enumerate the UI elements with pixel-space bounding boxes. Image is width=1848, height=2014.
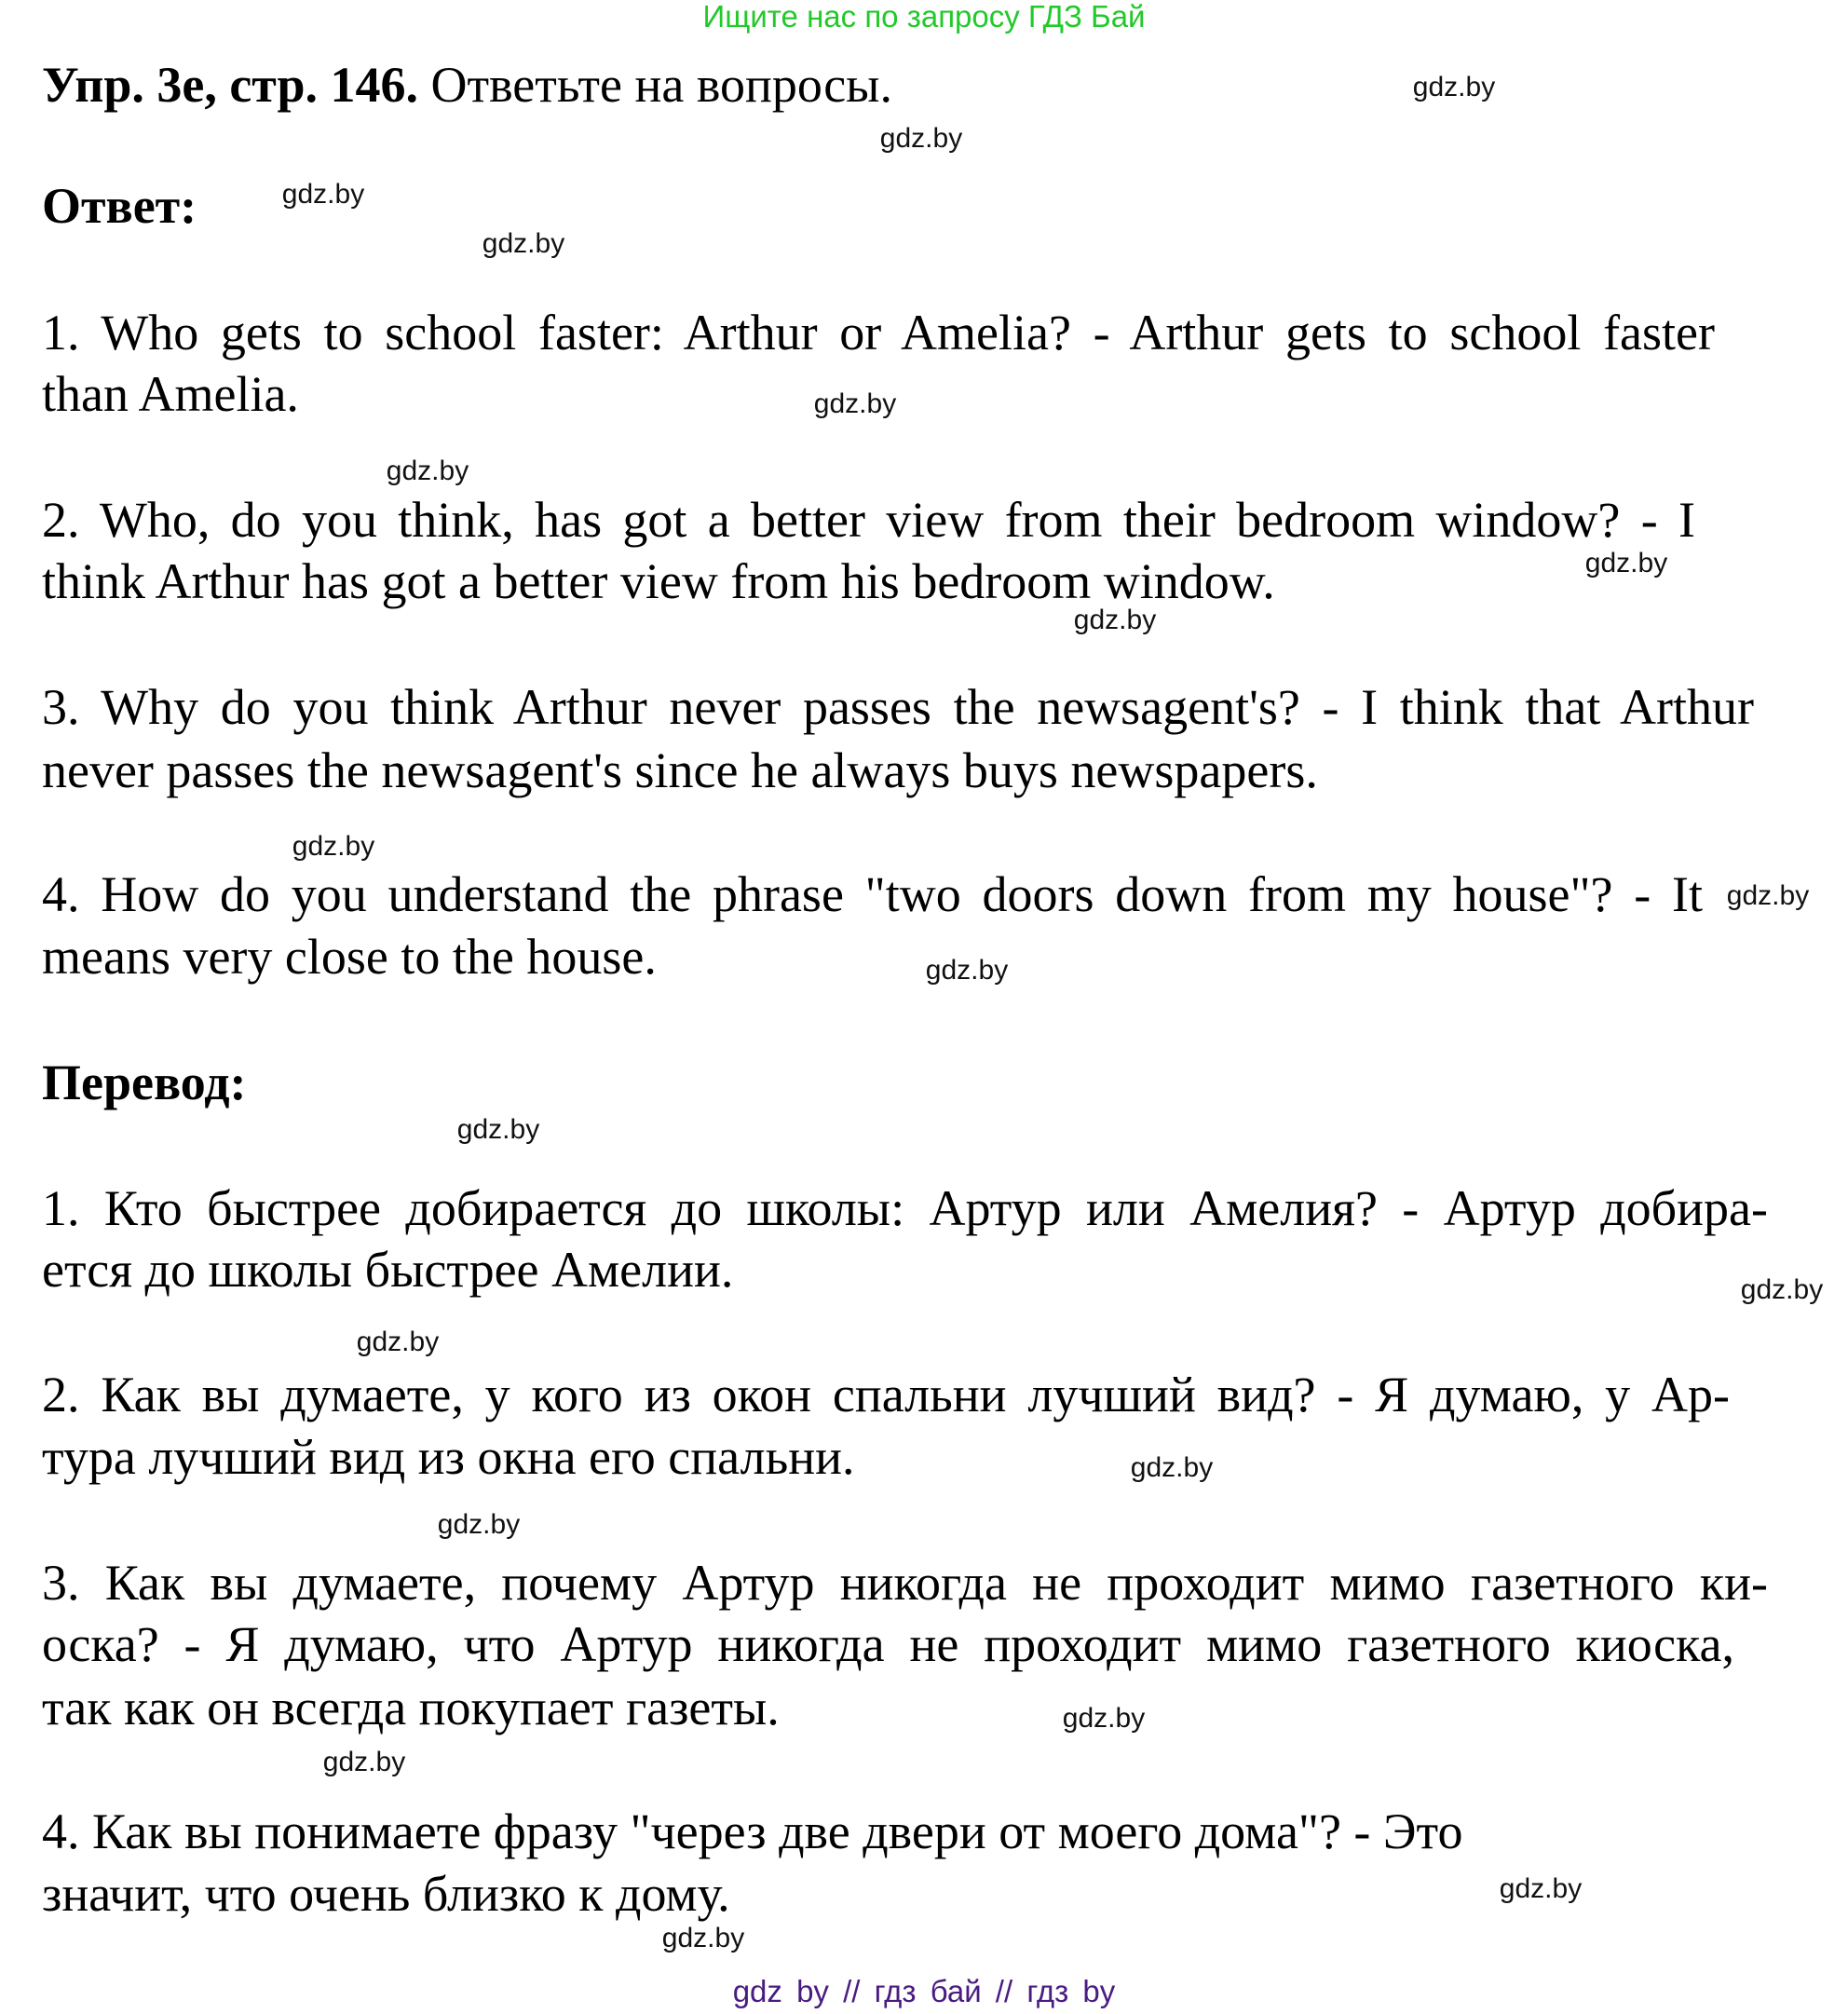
translation-4-line-2: значит, что очень близко к дому. [42, 1866, 730, 1922]
answer-1-line-1: 1. Who gets to school faster: Arthur or Amelia? - Arthur gets to school faster [42, 305, 1715, 361]
watermark: gdz.by [386, 456, 469, 486]
search-hint-banner: Ищите нас по запросу ГДЗ Бай [702, 0, 1146, 34]
translation-2-line-2: тура лучший вид из окна его спальни. [42, 1429, 855, 1485]
translation-1-line-2: ется до школы быстрее Амелии. [42, 1242, 734, 1298]
watermark: gdz.by [1073, 605, 1157, 635]
watermark: gdz.by [281, 179, 365, 210]
watermark: gdz.by [1412, 72, 1496, 102]
answer-3-line-2: never passes the newsagent's since he always buys newspapers. [42, 742, 1318, 798]
watermark: gdz.by [1499, 1873, 1583, 1904]
answer-2-line-2: think Arthur has got a better view from his bedroom window. [42, 553, 1275, 609]
exercise-instruction: Ответьте на вопросы. [418, 57, 892, 113]
answer-3-line-1: 3. Why do you think Arthur never passes the newsagent's? - I think that Arthur [42, 679, 1754, 735]
exercise-number: Упр. 3е, стр. 146. [42, 57, 418, 113]
footer-site-links: gdz by // гдз бай // гдз by [732, 1974, 1116, 2008]
watermark: gdz.by [292, 831, 375, 862]
watermark: gdz.by [437, 1509, 521, 1540]
translation-2-line-1: 2. Как вы думаете, у кого из окон спальни лучший вид? - Я думаю, у Ар- [42, 1367, 1730, 1422]
watermark: gdz.by [1740, 1274, 1824, 1305]
answer-2-line-1: 2. Who, do you think, has got a better view from their bedroom window? - I [42, 492, 1695, 548]
watermark: gdz.by [925, 955, 1009, 986]
translation-4-line-1: 4. Как вы понимаете фразу "через две двери от моего дома"? - Это [42, 1803, 1463, 1859]
watermark: gdz.by [1726, 880, 1810, 911]
watermark: gdz.by [322, 1747, 406, 1777]
translation-3-line-3: так как он всегда покупает газеты. [42, 1680, 780, 1735]
watermark: gdz.by [1130, 1452, 1214, 1483]
answer-4-line-1: 4. How do you understand the phrase "two doors down from my house"? - It [42, 866, 1703, 922]
watermark: gdz.by [1584, 548, 1668, 578]
exercise-title [42, 56, 892, 114]
answer-heading: Ответ: [42, 178, 197, 234]
translation-3-line-1: 3. Как вы думаете, почему Артур никогда не проходит мимо газетного ки- [42, 1555, 1768, 1611]
watermark: gdz.by [356, 1327, 440, 1357]
watermark: gdz.by [661, 1923, 745, 1953]
translation-heading: Перевод: [42, 1055, 247, 1110]
translation-3-line-2: оска? - Я думаю, что Артур никогда не проходит мимо газетного киоска, [42, 1616, 1734, 1672]
translation-1-line-1: 1. Кто быстрее добирается до школы: Артур или Амелия? - Артур добира- [42, 1180, 1768, 1236]
answer-4-line-2: means very close to the house. [42, 929, 657, 985]
watermark: gdz.by [1062, 1703, 1146, 1734]
watermark: gdz.by [879, 123, 963, 154]
watermark: gdz.by [456, 1114, 540, 1145]
watermark: gdz.by [482, 228, 565, 259]
watermark: gdz.by [813, 388, 897, 419]
answer-1-line-2: than Amelia. [42, 366, 299, 422]
